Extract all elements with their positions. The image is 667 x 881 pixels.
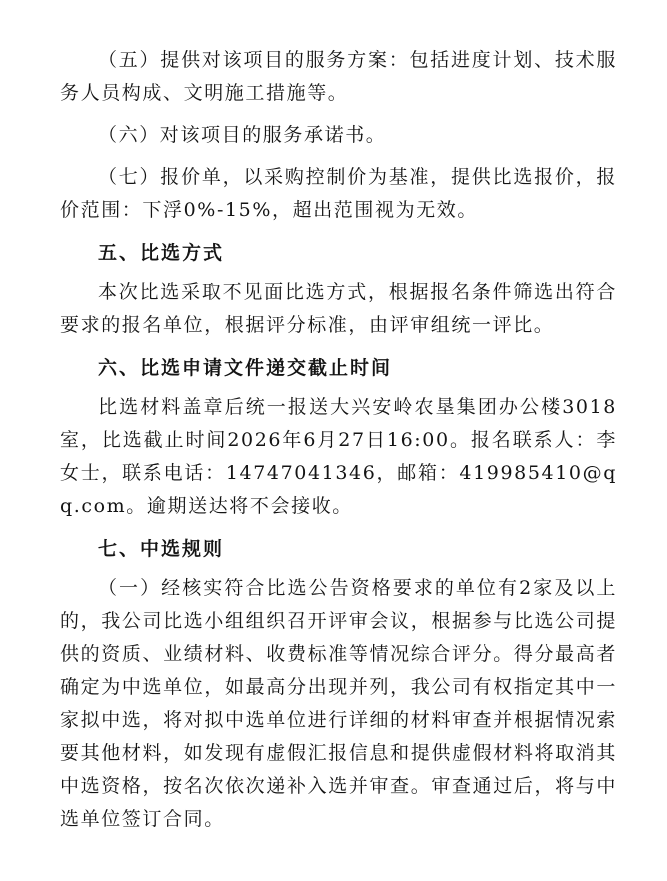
section-7-heading: 七、中选规则 <box>98 538 225 560</box>
item-5-paragraph: （五）提供对该项目的服务方案：包括进度计划、技术服务人员构成、文明施工措施等。 <box>60 49 617 104</box>
item-7-paragraph: （七）报价单，以采购控制价为基准，提供比选报价，报价范围：下浮0%-15%，超出范围视为无效。 <box>60 166 617 221</box>
section-5-heading: 五、比选方式 <box>98 242 225 264</box>
section-6-heading: 六、比选申请文件递交截止时间 <box>98 357 393 379</box>
section-7-body: （一）经核实符合比选公告资格要求的单位有2家及以上的，我公司比选小组组织召开评审会议，根据参与比选公司提供的资质、业绩材料、收费标准等情况综合评分。得分最高者确定为中选单位，如最高分出现并列，我公司有权指定其中一家拟中选，将对拟中选单位进行详细的材料审查并根据情况索要其他材料，如发现有虚假汇报信息和提供虚假材料将取消其中选资格，按名次依次递补入选并审查。审查通过后，将与中选单位签订合同。 <box>60 577 617 830</box>
item-6-paragraph: （六）对该项目的服务承诺书。 <box>98 124 387 146</box>
section-5-body: 本次比选采取不见面比选方式，根据报名条件筛选出符合要求的报名单位，根据评分标准，由评审组统一评比。 <box>60 281 617 336</box>
section-6-body: 比选材料盖章后统一报送大兴安岭农垦集团办公楼3018室，比选截止时间2026年6月27日16:00。报名联系人：李女士，联系电话：14747041346，邮箱：419985410@qq.com。逾期送达将不会接收。 <box>60 396 617 517</box>
